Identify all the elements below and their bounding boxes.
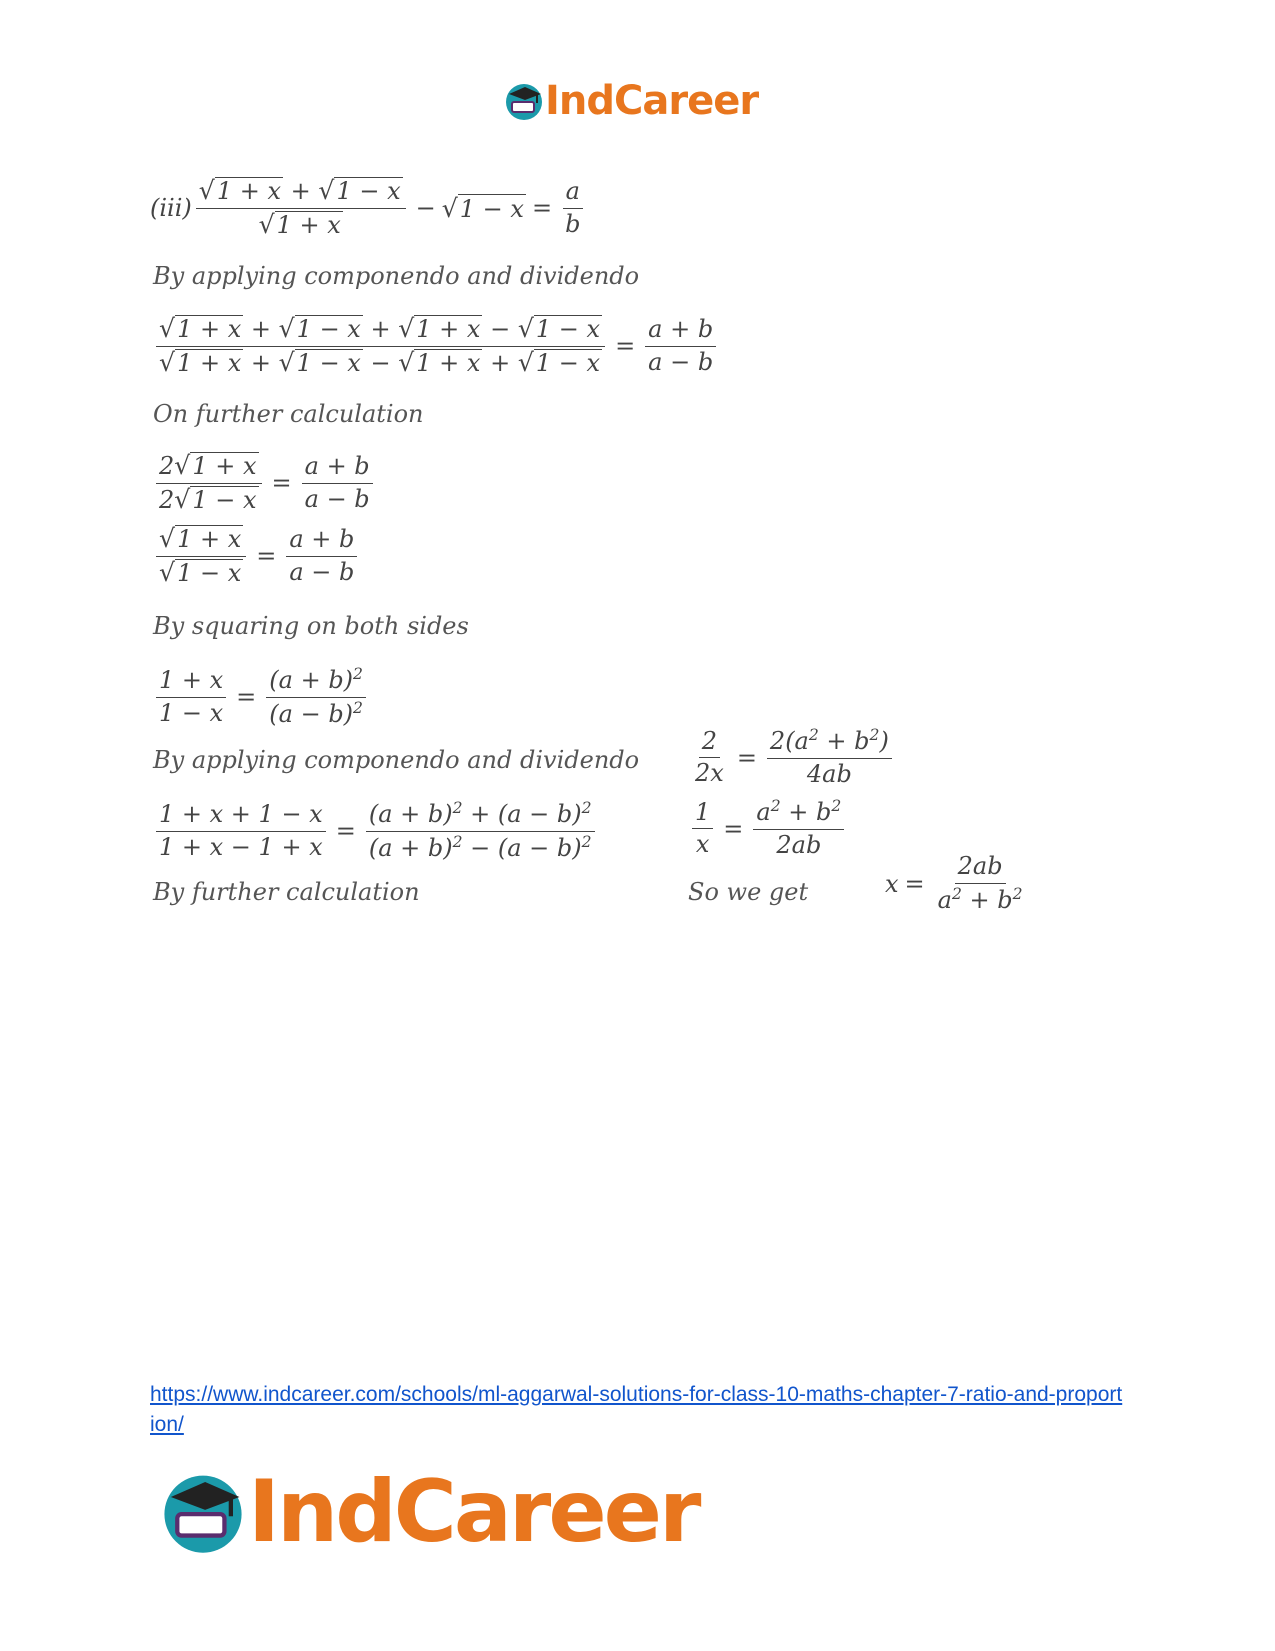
source-url-link[interactable]: https://www.indcareer.com/schools/ml-aggarwal-solutions-for-class-10-maths-chapter-7-ratio-and-proportion/ xyxy=(150,1383,1123,1436)
equation-step: 2 √ 1 + x 2 √ 1 − x = $\frac{a + b}{a - b}$ xyxy=(152,452,377,515)
logo-text: IndCareer xyxy=(248,1462,699,1562)
equation-step: √ 1 + x √ 1 − x = $\frac{a + b}{a - b}$ xyxy=(152,525,361,588)
graduation-cap-book-icon xyxy=(503,80,545,122)
equation-step: $\frac{1}{x}$ = $\frac{a^2 + b^2}{2ab}$ xyxy=(688,798,848,859)
step-text: On further calculation xyxy=(153,400,424,428)
footer-logo xyxy=(158,1462,698,1562)
step-text: By squaring on both sides xyxy=(153,612,469,640)
step-text: So we get xyxy=(688,878,809,906)
problem-label: (iii) xyxy=(150,194,192,223)
equation-result: x = $\frac{2ab}{a^2 + b^2}$ xyxy=(885,852,1023,914)
step-text: By further calculation xyxy=(153,878,420,906)
equation-problem: (iii) √ 1 + x + √ 1 − x √ 1 + x − √ 1 − x = $\frac{a}{b}$ xyxy=(150,177,587,240)
equation-componendo: √ 1 + x + √ 1 − x + √ 1 + x − √ 1 − x √ 1 + x + √ 1 − x − √ 1 + x + √ 1 − x = $\frac{a + b}{a - b}$ xyxy=(152,315,720,378)
header-logo xyxy=(503,78,758,124)
equation-step: $\frac{1 + x}{1 - x}$ = $\frac{(a + b)^2}{(a - b)^2}$ xyxy=(152,666,370,728)
equation-step: $\frac{1 + x + 1 - x}{1 + x - 1 + x}$ = $\frac{(a + b)^2 + (a - b)^2}{(a + b)^2 - (a - b)^2}$ xyxy=(152,800,599,862)
graduation-cap-book-icon xyxy=(158,1467,248,1557)
logo-text: IndCareer xyxy=(545,78,759,124)
step-text: By applying componendo and dividendo xyxy=(153,746,640,774)
step-text: By applying componendo and dividendo xyxy=(153,262,640,290)
equation-step: $\frac{2}{2x}$ = $\frac{2(a^2 + b^2)}{4ab}$ xyxy=(688,727,896,788)
